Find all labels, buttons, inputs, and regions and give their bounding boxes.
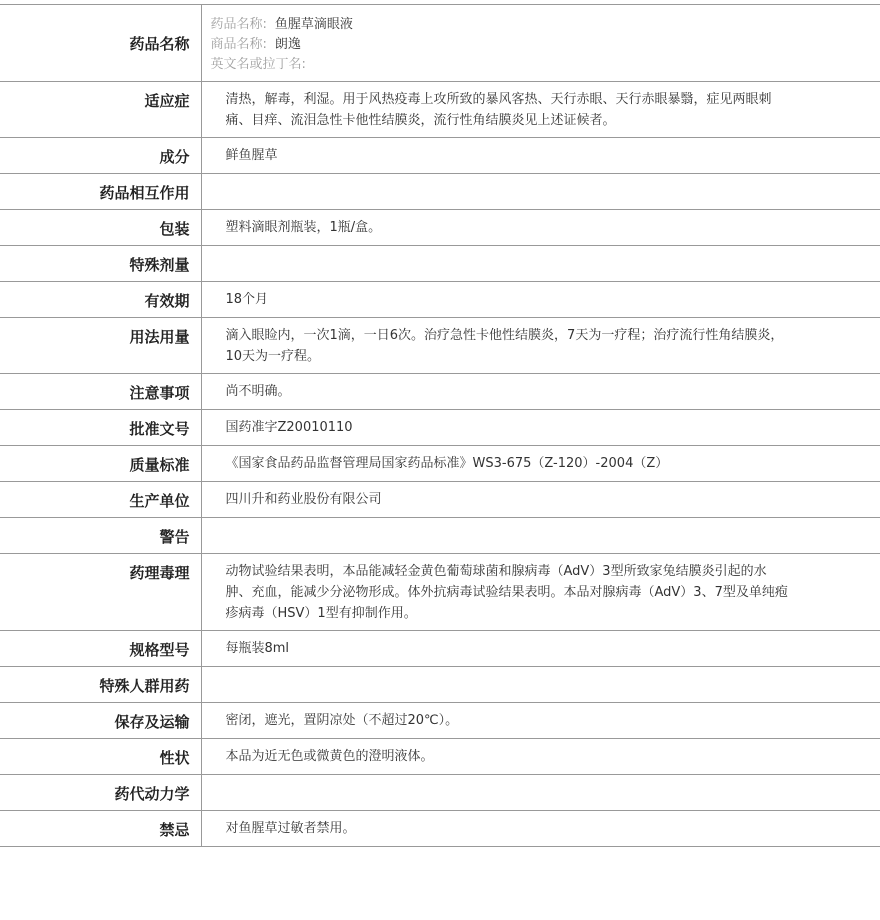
row-interactions	[0, 174, 880, 210]
row-precautions	[0, 374, 880, 410]
row-specification	[0, 631, 880, 667]
row-approval-number	[0, 410, 880, 446]
row-label: 适应症	[0, 82, 201, 138]
row-label: 药代动力学	[0, 775, 201, 811]
row-value	[201, 318, 880, 374]
value-text: 密闭，遮光，置阴凉处（不超过20℃）。	[225, 713, 459, 728]
value-text: 18个月	[225, 292, 269, 307]
row-label: 禁忌	[0, 811, 201, 847]
row-shelf-life	[0, 282, 880, 318]
row-label: 药品相互作用	[0, 174, 201, 210]
row-value	[201, 554, 880, 631]
row-label: 包装	[0, 210, 201, 246]
value-text: 每瓶装8ml	[225, 641, 290, 656]
row-value	[201, 174, 880, 210]
value-text: 本品为近无色或微黄色的澄明液体。	[225, 749, 434, 764]
row-label: 注意事项	[0, 374, 201, 410]
row-label: 用法用量	[0, 318, 201, 374]
english-name-key: 英文名或拉丁名:	[210, 57, 306, 72]
row-pharmacokinetics	[0, 775, 880, 811]
value-text: 国药准字Z20010110	[225, 420, 353, 435]
value-text: 四川升和药业股份有限公司	[225, 492, 382, 507]
row-warning	[0, 518, 880, 554]
generic-name-key: 药品名称:	[210, 17, 267, 32]
row-value	[201, 446, 880, 482]
row-label: 警告	[0, 518, 201, 554]
generic-name-line	[211, 15, 861, 35]
value-text: 滴入眼睑内，一次1滴，一日6次。治疗急性卡他性结膜炎，7天为一疗程；治疗流行性角结膜炎，10天为一疗程。	[225, 328, 784, 364]
trade-name-key: 商品名称:	[210, 37, 267, 52]
row-value	[201, 667, 880, 703]
row-label: 药品名称	[0, 5, 201, 82]
row-label: 有效期	[0, 282, 201, 318]
value-text: 塑料滴眼剂瓶装，1瓶/盒。	[225, 220, 382, 235]
row-value	[201, 374, 880, 410]
row-label: 规格型号	[0, 631, 201, 667]
row-label: 质量标准	[0, 446, 201, 482]
row-label: 成分	[0, 138, 201, 174]
row-label: 保存及运输	[0, 703, 201, 739]
row-label: 生产单位	[0, 482, 201, 518]
row-label: 性状	[0, 739, 201, 775]
value-text: 对鱼腥草过敏者禁用。	[225, 821, 356, 836]
value-text: 鲜鱼腥草	[225, 148, 278, 163]
row-value	[201, 282, 880, 318]
value-text: 清热，解毒，利湿。用于风热疫毒上攻所致的暴风客热、天行赤眼、天行赤眼暴翳，症见两眼刺痛、目痒、流泪急性卡他性结膜炎，流行性角结膜炎见上述证候者。	[225, 92, 772, 128]
trade-name-value: 朗逸	[274, 37, 301, 52]
trade-name-line	[211, 35, 861, 55]
row-manufacturer	[0, 482, 880, 518]
row-package	[0, 210, 880, 246]
row-label: 药理毒理	[0, 554, 201, 631]
value-text: 尚不明确。	[225, 384, 291, 399]
drug-info-table	[0, 4, 880, 847]
english-name-line	[211, 55, 861, 75]
row-storage-transport	[0, 703, 880, 739]
row-quality-standard	[0, 446, 880, 482]
row-value	[201, 811, 880, 847]
row-value	[201, 410, 880, 446]
row-value	[201, 739, 880, 775]
row-usage-dosage	[0, 318, 880, 374]
row-value	[201, 631, 880, 667]
row-label: 批准文号	[0, 410, 201, 446]
row-value	[201, 138, 880, 174]
row-appearance	[0, 739, 880, 775]
drug-names-cell	[201, 5, 880, 82]
row-value	[201, 82, 880, 138]
row-ingredients	[0, 138, 880, 174]
row-value	[201, 775, 880, 811]
row-value	[201, 703, 880, 739]
row-label: 特殊剂量	[0, 246, 201, 282]
row-drug-names	[0, 5, 880, 82]
row-value	[201, 518, 880, 554]
value-text: 《国家食品药品监督管理局国家药品标准》WS3-675（Z-120）-2004（Z）	[225, 456, 669, 471]
row-indications	[0, 82, 880, 138]
generic-name-value: 鱼腥草滴眼液	[274, 17, 353, 32]
row-contraindications	[0, 811, 880, 847]
row-value	[201, 210, 880, 246]
row-special-populations	[0, 667, 880, 703]
row-pharmacology-toxicology	[0, 554, 880, 631]
row-label: 特殊人群用药	[0, 667, 201, 703]
row-special-dosage	[0, 246, 880, 282]
row-value	[201, 246, 880, 282]
value-text: 动物试验结果表明，本品能减轻金黄色葡萄球菌和腺病毒（AdV）3型所致家兔结膜炎引起的水肿、充血，能减少分泌物形成。体外抗病毒试验结果表明。本品对腺病毒（AdV）3、7型及单纯疱疹病毒（HSV）1型有抑制作用。	[225, 564, 788, 621]
row-value	[201, 482, 880, 518]
